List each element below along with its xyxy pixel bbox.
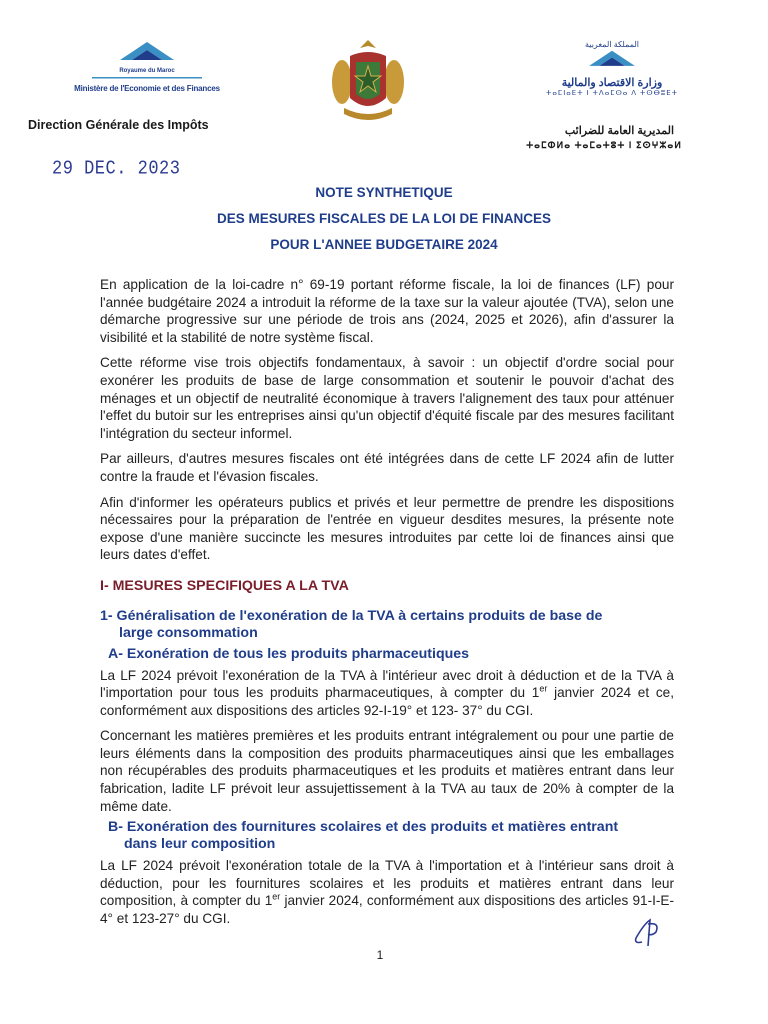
paragraph-other-measures: Par ailleurs, d'autres mesures fiscales ont été intégrées dans de cette LF 2024 afin de lutter contre la fraude et l'évasion fiscales. bbox=[100, 451, 674, 484]
paragraph-school-text-a: La LF 2024 prévoit l'exonération totale de la TVA à l'importation et à l'intérieur sans droit à déduction, pour les fournitures scolaires et les produits et matières entrant dans leur composition, à compter du 1 bbox=[100, 858, 674, 909]
paragraph-purpose: Afin d'informer les opérateurs publics et privés et leur permettre de prendre les dispositions nécessaires pour la préparation de l'entrée en vigueur desdites mesures, la présente note expose d'une manière succincte les mesures introduites par cette loi de finances ainsi que leurs dates d'effet. bbox=[100, 494, 674, 563]
ministry-label: Ministère de l'Economie et des Finances bbox=[74, 84, 220, 93]
paragraph-school-supplies bbox=[100, 857, 674, 927]
subsection-heading-1-line1: 1- Généralisation de l'exonération de la TVA à certains produits de base de bbox=[100, 607, 603, 624]
initials-signature-icon bbox=[628, 912, 668, 952]
ministry-logo-icon-ar bbox=[582, 49, 642, 71]
dgi-label: Direction Générale des Impôts bbox=[28, 118, 209, 132]
page-number: 1 bbox=[376, 948, 384, 962]
ministry-label-tif: ⵜⴰⵎⵏⴰⴹⵜ ⵏ ⵜⴷⴰⵎⵙⴰ ⴷ ⵜⵙⴱⵓⴹⵜ bbox=[545, 90, 679, 97]
subsection-heading-b-line1: B- Exonération des fournitures scolaires et des produits et matières entrant bbox=[108, 819, 619, 836]
superscript-er: er bbox=[539, 683, 548, 694]
ministry-label-ar: وزارة الاقتصاد والمالية bbox=[561, 77, 663, 89]
title-line-1: NOTE SYNTHETIQUE bbox=[315, 185, 453, 200]
subsection-heading-b bbox=[108, 819, 674, 853]
kingdom-label: Royaume du Maroc bbox=[119, 68, 175, 74]
title-line-2: DES MESURES FISCALES DE LA LOI DE FINANCES bbox=[216, 211, 552, 226]
paragraph-pharma-text-b: janvier 2024 et ce, conformément aux dispositions des articles 92-I-19° et 123- 37° du CGI. bbox=[100, 685, 674, 718]
paragraph-school-text-b: janvier 2024, conformément aux dispositions des articles 91-I-E-4° et 123-27° du CGI. bbox=[100, 893, 674, 927]
logo-divider bbox=[92, 74, 202, 82]
subsection-heading-1 bbox=[100, 608, 674, 642]
ministry-logo-icon bbox=[112, 40, 182, 66]
document-body bbox=[100, 276, 674, 936]
title-line-3: POUR L'ANNEE BUDGETAIRE 2024 bbox=[270, 237, 498, 252]
dgi-label-tif: ⵜⴰⵎⵀⵍⴰ ⵜⴰⵎⴰⵜⵓⵜ ⵏ ⵉⵙⵖⵣⴰⵍ bbox=[526, 140, 682, 150]
ministry-logo-block bbox=[52, 40, 242, 93]
royal-emblem-icon bbox=[330, 36, 406, 126]
ministry-logo-block-ar bbox=[532, 40, 692, 97]
paragraph-intro: En application de la loi-cadre n° 69-19 portant réforme fiscale, la loi de finances (LF) pour l'année budgétaire 2024 a introduit la réforme de la taxe sur la valeur ajoutée (TVA), selon une démarche progressive sur une période de trois ans (2024, 2025 et 2026), afin d'assurer la visibilité et la stabilité de notre système fiscal. bbox=[100, 277, 674, 345]
date-stamp: 29 DEC. 2023 bbox=[52, 158, 181, 181]
subsection-heading-1-line2: large consommation bbox=[119, 624, 258, 641]
paragraph-objectives: Cette réforme vise trois objectifs fondamentaux, à savoir : un objectif d'ordre social pour exonérer les produits de base de large consommation et soutenir le pouvoir d'achat des ménages et un objectif de neutralité économique à travers l'alignement des taux pour atténuer l'effet du butoir sur les entreprises ainsi qu'un objectif d'équité fiscale par des mesures facilitant l'intégration du secteur informel. bbox=[100, 355, 674, 441]
document-title bbox=[100, 180, 668, 258]
dgi-label-ar: المديرية العامة للضرائب bbox=[564, 125, 674, 137]
paragraph-raw-materials: Concernant les matières premières et les produits entrant intégralement ou pour une partie de leurs éléments dans la composition des produits pharmaceutiques ainsi que les emballages non récupérables des produits pharmaceutiques et les produits et matières entrant dans leur fabrication, ladite LF prévoit leur assujettissement à la TVA au taux de 20% à compter de la même date. bbox=[100, 728, 674, 814]
paragraph-pharma bbox=[100, 667, 674, 720]
kingdom-label-ar: المملكة المغربية bbox=[585, 40, 639, 49]
paragraph-pharma-text-a: La LF 2024 prévoit l'exonération de la TVA à l'intérieur avec droit à déduction et de la TVA à l'importation pour tous les produits pharmaceutiques, à compter du 1 bbox=[100, 667, 674, 701]
subsection-heading-b-line2: dans leur composition bbox=[124, 836, 276, 853]
superscript-er-2: er bbox=[272, 891, 281, 902]
section-heading-tva: I- MESURES SPECIFIQUES A LA TVA bbox=[100, 577, 349, 594]
subsection-heading-a: A- Exonération de tous les produits pharmaceutiques bbox=[108, 645, 470, 662]
